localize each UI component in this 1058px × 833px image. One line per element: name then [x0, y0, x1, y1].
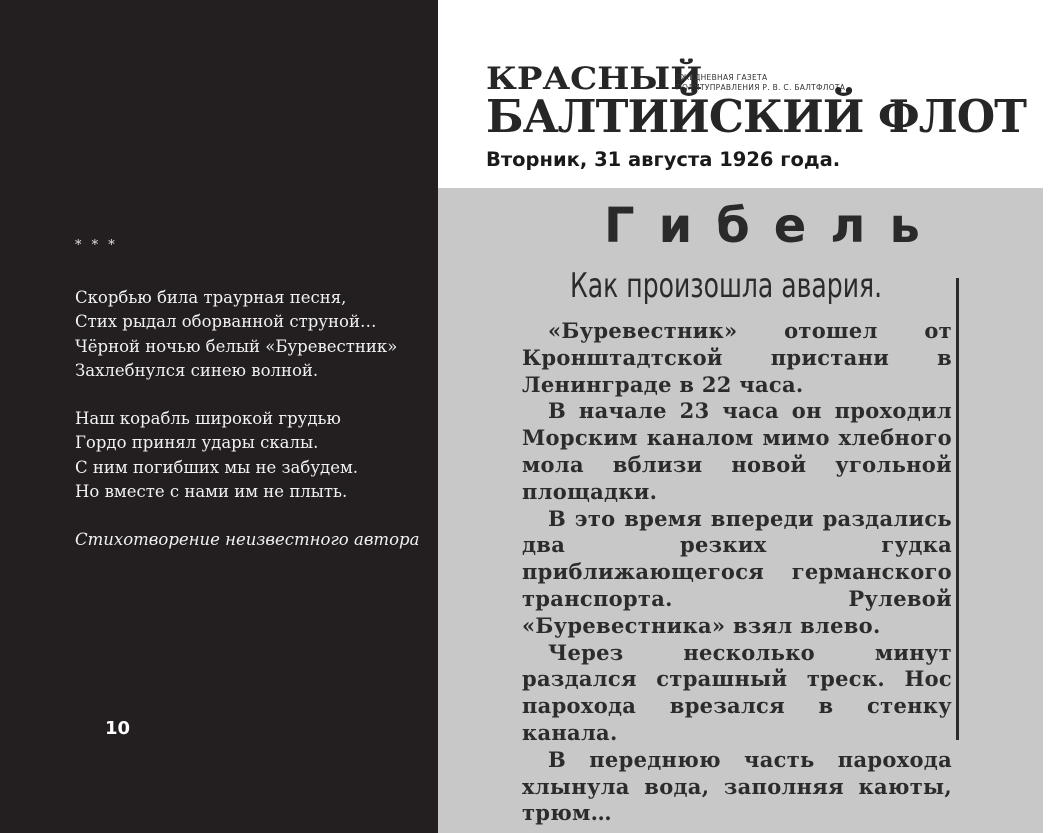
clipping-article: [522, 318, 952, 827]
newspaper-subtitle-line-1: ЕЖЕДНЕВНАЯ ГАЗЕТА: [676, 73, 768, 82]
article-paragraph: «Буревестник» отошел от Кронштадтской пристани в Ленинграде в 22 часа.: [522, 318, 952, 397]
poem-separator: * * *: [75, 238, 118, 253]
poem-line: Захлебнулся синею волной.: [75, 360, 319, 380]
clipping-headline: Гибель: [604, 198, 944, 254]
column-rule: [956, 278, 959, 740]
poem-line: Гордо принял удары скалы.: [75, 433, 319, 453]
poem-line: Стих рыдал оборванной струной…: [75, 312, 377, 332]
issue-date: Вторник, 31 августа 1926 года.: [486, 148, 841, 171]
poem-line: Наш корабль широкой грудью: [75, 409, 341, 429]
poem-author: Стихотворение неизвестного автора: [75, 530, 420, 550]
poem-stanza-2: [75, 407, 425, 504]
article-paragraph: Через несколько минут раздался страшный треск. Нос парохода врезался в стенку канала.: [522, 639, 952, 745]
article-paragraph: В это время впереди раздались два резких гудка приближающегося германского транспорта. Рулевой «Буревестника» взял влево.: [522, 505, 952, 638]
page-number: 10: [105, 718, 131, 739]
newspaper-clipping: [438, 188, 1043, 833]
poem-line: Чёрной ночью белый «Буревестник»: [75, 336, 398, 356]
clipping-subheadline: Как произошла авария.: [570, 266, 883, 306]
newspaper-name-line-2: БАЛТИЙСКИЙ ФЛОТ: [486, 90, 1027, 143]
newspaper-name-line-1: КРАСНЫЙ: [486, 61, 703, 98]
article-paragraph: В начале 23 часа он проходил Морским каналом мимо хлебного мола вблизи новой угольной площадки.: [522, 398, 952, 504]
poem-line: Но вместе с нами им не плыть.: [75, 482, 348, 502]
newspaper-masthead: [438, 0, 1058, 188]
poem: [75, 286, 425, 553]
left-panel: [0, 0, 438, 833]
poem-line: Скорбью била траурная песня,: [75, 288, 347, 307]
poem-stanza-1: [75, 286, 425, 383]
poem-line: С ним погибших мы не забудем.: [75, 457, 359, 477]
newspaper-subtitle-line-2: ПОЛИТУПРАВЛЕНИЯ Р. В. С. БАЛТФЛОТА: [676, 83, 846, 92]
article-paragraph: В переднюю часть парохода хлынула вода, заполняя каюты, трюм…: [522, 746, 952, 826]
page-margin: [1043, 188, 1058, 833]
